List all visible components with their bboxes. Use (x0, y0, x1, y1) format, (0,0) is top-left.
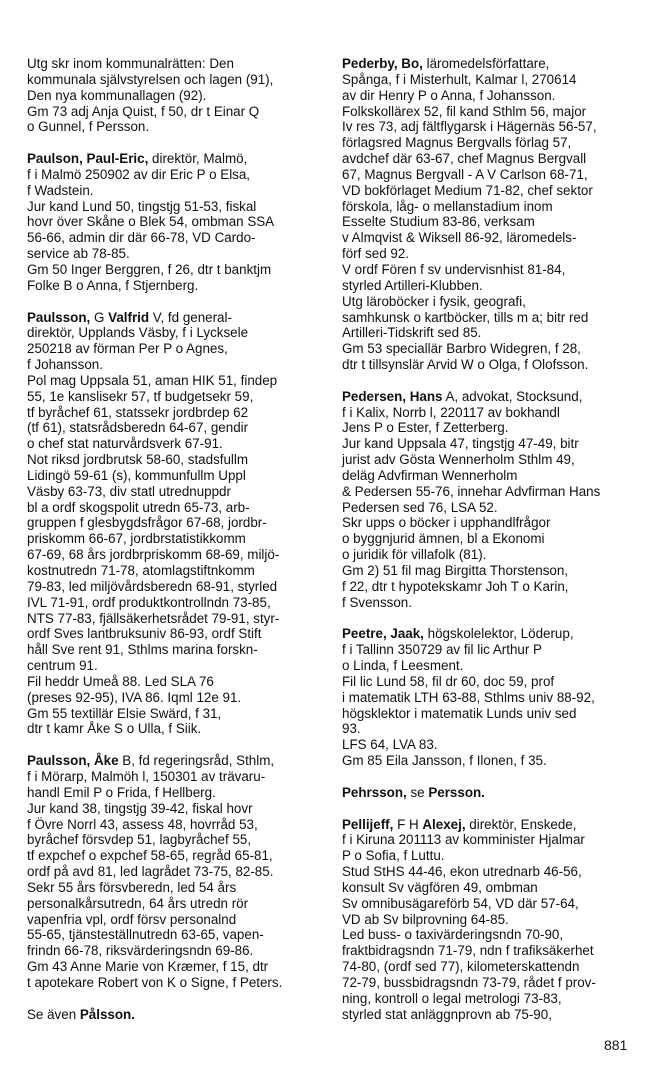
text-line (27, 579, 323, 595)
text-line (27, 912, 323, 928)
biography-entry (342, 785, 652, 801)
biography-entry (27, 56, 323, 135)
text-segment: (tf 61), statsrådsberedn 64-67, gendir (27, 420, 249, 436)
text-line (342, 515, 652, 531)
text-segment: service ab 78-85. (27, 246, 130, 262)
text-segment: Lidingö 59-61 (s), kommunfullm Uppl (27, 467, 246, 483)
text-segment: Gm 53 speciallär Barbro Widegren, f 28, (342, 341, 581, 357)
text-line (27, 563, 323, 579)
text-segment: byråchef försvdep 51, lagbyråchef 55, (27, 832, 252, 848)
right-column (342, 56, 652, 1038)
text-line (27, 325, 323, 341)
text-line (27, 56, 323, 72)
text-segment: vapenfria vpl, ordf försv personalnd (27, 911, 237, 927)
text-segment: o Gunnel, f Persson. (27, 119, 150, 135)
text-line (342, 832, 652, 848)
text-line (27, 468, 323, 484)
text-line (27, 199, 323, 215)
text-line (27, 72, 323, 88)
text-line (27, 896, 323, 912)
text-line (342, 706, 652, 722)
text-segment: Iv res 73, adj fältflygarsk i Hägernäs 56-57, (342, 119, 597, 135)
text-segment: VD bokförlaget Medium 71-82, chef sektor (342, 182, 593, 198)
text-line (342, 595, 652, 611)
text-line (342, 341, 652, 357)
text-segment: personalkårsutredn, 64 års utredn rör (27, 895, 249, 911)
text-line (342, 246, 652, 262)
text-line (342, 848, 652, 864)
text-line (27, 801, 323, 817)
text-line (342, 278, 652, 294)
text-segment: B, fd regeringsråd, Sthlm, (118, 753, 275, 769)
text-line (342, 230, 652, 246)
text-segment: högsklektor i matematik Lunds univ sed (342, 705, 577, 721)
text-segment: Gm 2) 51 fil mag Birgitta Thorstenson, (342, 563, 568, 578)
text-segment: VD ab Sv bilprovning 64-85. (342, 911, 509, 927)
text-line (27, 864, 323, 880)
text-line (342, 1007, 652, 1023)
text-segment: Sv omnibusägareförb 54, VD där 57-64, (342, 895, 579, 911)
text-line (342, 119, 652, 135)
text-segment: 72-79, bussbidragsndn 73-79, rådet f prov- (342, 974, 596, 990)
biography-entry (342, 389, 652, 611)
text-segment: dtr t kamr Åke S o Ulla, f Siik. (27, 721, 202, 737)
text-line (27, 706, 323, 722)
text-line (27, 690, 323, 706)
text-line (27, 832, 323, 848)
biography-entry (27, 310, 323, 738)
text-segment: Gm 50 Inger Berggren, f 26, dtr t banktjm (27, 261, 272, 277)
text-segment: f Johansson. (27, 357, 103, 373)
text-segment: & Pedersen 55-76, innehar Advfirman Hans (342, 483, 601, 499)
entry-name: Pålsson. (79, 1006, 135, 1022)
text-segment: f Svensson. (342, 594, 412, 610)
text-line (27, 785, 323, 801)
text-line (27, 389, 323, 405)
text-segment: konsult Sv vägfören 49, ombman (342, 879, 538, 895)
text-segment: högskolelektor, Löderup, (423, 626, 574, 642)
text-segment: f Wadstein. (27, 182, 94, 198)
text-line (342, 880, 652, 896)
text-line (27, 611, 323, 627)
text-segment: Pol mag Uppsala 51, aman HIK 51, findep (27, 372, 278, 388)
text-line (27, 104, 323, 120)
text-line (342, 817, 652, 833)
text-line (342, 991, 652, 1007)
text-segment: NTS 77-83, fjällsäkerhetsrådet 79-91, styr- (27, 610, 280, 626)
text-segment: 55-65, tjänsteställnutredn 63-65, vapen- (27, 927, 264, 943)
text-line (27, 246, 323, 262)
text-segment: 56-66, admin dir där 66-78, VD Cardo- (27, 230, 256, 246)
text-segment: direktör, Enskede, (465, 816, 577, 832)
text-segment: Skr upps o böcker i upphandlfrågor (342, 515, 551, 531)
text-line (342, 912, 652, 928)
text-line (27, 278, 323, 294)
text-line (342, 135, 652, 151)
text-segment: Pedersen sed 76, LSA 52. (342, 499, 498, 515)
page-number: 881 (604, 1037, 628, 1053)
text-line (27, 452, 323, 468)
text-segment: centrum 91. (27, 658, 98, 674)
text-line (342, 199, 652, 215)
entry-name: Peetre, Jaak, (342, 626, 424, 642)
text-segment: deläg Advfirman Wennerholm (342, 467, 518, 483)
text-segment: Gm 85 Eila Jansson, f Ilonen, f 35. (342, 753, 547, 769)
text-segment: Utg läroböcker i fysik, geografi, (342, 293, 526, 309)
entry-name: Pederby, Bo, (342, 56, 423, 71)
biography-entry (27, 1007, 323, 1023)
text-segment: o byggnjurid ämnen, bl a Ekonomi (342, 531, 545, 547)
text-segment: f i Tallinn 350729 av fil lic Arthur P (342, 642, 542, 658)
text-line (342, 690, 652, 706)
text-line (342, 310, 652, 326)
text-segment: Sekr 55 års försvberedn, led 54 års (27, 879, 237, 895)
text-segment: V ordf Fören f sv undervisnhist 81-84, (342, 261, 566, 277)
entry-name: Pedersen, Hans (342, 388, 443, 404)
text-segment: avdchef där 63-67, chef Magnus Bergvall (342, 151, 587, 167)
text-segment: Se även (27, 1006, 80, 1022)
text-line (342, 721, 652, 737)
text-line (27, 119, 323, 135)
entry-name: Paulsson, Åke (27, 753, 119, 769)
text-line (27, 341, 323, 357)
text-line (342, 547, 652, 563)
text-line (27, 626, 323, 642)
text-line (27, 658, 323, 674)
text-segment: (preses 92-95), IVA 86. Iqml 12e 91. (27, 689, 242, 705)
text-segment: Jur kand Uppsala 47, tingstjg 47-49, bitr (342, 436, 579, 452)
text-line (27, 357, 323, 373)
text-segment: kostnutredn 71-78, atomlagstiftnkomm (27, 563, 255, 578)
text-segment: F H (393, 816, 423, 832)
text-segment: Spånga, f i Misterhult, Kalmar l, 270614 (342, 71, 577, 87)
text-line (342, 753, 652, 769)
text-line (342, 294, 652, 310)
text-segment: Folke B o Anna, f Stjernberg. (27, 277, 199, 293)
text-segment: P o Sofia, f Luttu. (342, 848, 445, 864)
text-segment: se (406, 784, 429, 800)
text-segment: o juridik för villafolk (81). (342, 547, 487, 563)
text-segment: Gm 55 textillär Elsie Swärd, f 31, (27, 705, 222, 721)
text-segment: frindn 66-78, riksvärderingsndn 69-86. (27, 943, 254, 959)
text-segment: Den nya kommunallagen (92). (27, 87, 207, 103)
text-line (342, 626, 652, 642)
text-segment: dtr t tillsynslär Arvid W o Olga, f Olofsson. (342, 357, 589, 373)
text-segment: Väsby 63-73, div statl utrednuppdr (27, 483, 231, 499)
text-segment: Gm 73 adj Anja Quist, f 50, dr t Einar Q (27, 103, 260, 119)
text-segment: A, advokat, Stocksund, (442, 388, 583, 404)
text-line (342, 452, 652, 468)
entry-name: Persson. (428, 784, 485, 800)
text-line (342, 104, 652, 120)
entry-name: Paulsson, (27, 309, 91, 325)
text-segment: ordf på avd 81, led lagrådet 73-75, 82-85. (27, 864, 274, 880)
text-segment: direktör, Malmö, (148, 151, 248, 167)
text-line (342, 785, 652, 801)
text-line (27, 674, 323, 690)
text-line (27, 515, 323, 531)
text-segment: förlagsred Magnus Bergvalls förlag 57, (342, 135, 572, 151)
text-segment: styrled stat anläggnprovn ab 75-90, (342, 1006, 552, 1022)
text-segment: i matematik LTH 63-88, Sthlms univ 88-92, (342, 689, 595, 705)
text-line (27, 817, 323, 833)
entry-name: Pellijeff, (342, 816, 394, 832)
text-line (27, 405, 323, 421)
text-segment: direktör, Upplands Väsby, f i Lycksele (27, 325, 249, 341)
text-line (27, 373, 323, 389)
text-segment: 67-69, 68 års jordbrpriskomm 68-69, miljö- (27, 547, 280, 563)
text-line (27, 848, 323, 864)
text-line (342, 88, 652, 104)
text-segment: kommunala självstyrelsen och lagen (91), (27, 71, 274, 87)
text-line (27, 88, 323, 104)
biography-entry (27, 753, 323, 991)
text-segment: f 22, dtr t hypotekskamr Joh T o Karin, (342, 578, 569, 594)
text-line (27, 642, 323, 658)
text-segment: f i Mörarp, Malmöh l, 150301 av trävaru- (27, 768, 266, 784)
text-line (342, 737, 652, 753)
text-line (27, 943, 323, 959)
text-line (27, 230, 323, 246)
text-line (342, 420, 652, 436)
text-segment: 55, 1e kanslisekr 57, tf budgetsekr 59, (27, 388, 254, 404)
biography-entry (342, 817, 652, 1023)
text-segment: v Almqvist & Wiksell 86-92, läromedels- (342, 230, 577, 246)
text-line (27, 151, 323, 167)
text-segment: gruppen f glesbygdsfrågor 67-68, jordbr- (27, 515, 267, 531)
text-segment: Not riksd jordbrutsk 58-60, stadsfullm (27, 452, 249, 468)
biography-entry (342, 626, 652, 769)
text-line (342, 896, 652, 912)
text-segment: förskola, låg- o mellanstadium inom (342, 198, 553, 214)
text-line (27, 214, 323, 230)
text-segment: 79-83, led miljövårdsberedn 68-91, styrled (27, 578, 278, 594)
text-line (342, 468, 652, 484)
text-segment: Utg skr inom kommunalrätten: Den (27, 56, 234, 71)
text-line (342, 642, 652, 658)
text-segment: styrled Artilleri-Klubben. (342, 277, 483, 293)
text-line (342, 389, 652, 405)
text-segment: samhkunsk o kartböcker, tills m a; bitr red (342, 309, 589, 325)
text-segment: Folkskollärex 52, fil kand Sthlm 56, major (342, 103, 587, 119)
text-segment: hovr över Skåne o Blek 54, ombman SSA (27, 214, 275, 230)
text-line (27, 500, 323, 516)
text-line (27, 721, 323, 737)
text-line (342, 864, 652, 880)
text-segment: G (90, 309, 109, 325)
text-line (342, 563, 652, 579)
text-segment: ning, kontroll o legal metrologi 73-83, (342, 990, 562, 1006)
text-segment: Fil heddr Umeå 88. Led SLA 76 (27, 673, 214, 689)
text-segment: tf expchef o expchef 58-65, regråd 65-81, (27, 848, 273, 864)
text-line (342, 579, 652, 595)
text-segment: fraktbidragsndn 71-79, ndn f trafiksäkerhet (342, 943, 594, 959)
text-line (27, 167, 323, 183)
text-segment: priskomm 66-67, jordbrstatistikkomm (27, 531, 246, 547)
text-line (27, 1007, 323, 1023)
text-line (27, 595, 323, 611)
text-line (27, 310, 323, 326)
text-line (342, 405, 652, 421)
text-line (342, 484, 652, 500)
text-segment: Jens P o Ester, f Zetterberg. (342, 420, 509, 436)
text-line (27, 436, 323, 452)
text-line (27, 531, 323, 547)
text-segment: t apotekare Robert von K o Signe, f Peters. (27, 974, 283, 990)
text-segment: f i Kiruna 201113 av komminister Hjalmar (342, 832, 585, 848)
text-segment: 74-80, (ordf sed 77), kilometerskattendn (342, 959, 580, 975)
text-line (27, 183, 323, 199)
text-line (342, 927, 652, 943)
text-segment: tf byråchef 61, statssekr jordbrdep 62 (27, 404, 249, 420)
text-line (342, 167, 652, 183)
text-segment: 67, Magnus Bergvall - A V Carlson 68-71, (342, 166, 588, 182)
text-line (342, 674, 652, 690)
text-line (342, 500, 652, 516)
text-line (27, 975, 323, 991)
text-segment: läromedelsförfattare, (422, 56, 550, 71)
text-line (342, 151, 652, 167)
text-segment: Led buss- o taxivärderingsndn 70-90, (342, 927, 564, 943)
text-segment: f i Malmö 250902 av dir Eric P o Elsa, (27, 166, 251, 182)
text-segment: Fil lic Lund 58, fil dr 60, doc 59, prof (342, 673, 555, 689)
text-line (27, 769, 323, 785)
text-line (342, 183, 652, 199)
text-segment: Gm 43 Anne Marie von Kræmer, f 15, dtr (27, 959, 269, 975)
text-segment: Artilleri-Tidskrift sed 85. (342, 325, 482, 341)
text-line (342, 214, 652, 230)
text-line (342, 658, 652, 674)
text-segment: Jur kand 38, tingstjg 39-42, fiskal hovr (27, 800, 253, 816)
text-line (342, 262, 652, 278)
entry-name: Alexej, (422, 816, 466, 832)
text-line (342, 531, 652, 547)
text-line (342, 436, 652, 452)
entry-name: Paulson, Paul-Eric, (27, 151, 149, 167)
text-segment: ordf Sves lantbruksuniv 86-93, ordf Stift (27, 626, 262, 642)
text-segment: f Övre Norrl 43, assess 48, hovrråd 53, (27, 816, 258, 832)
text-line (27, 262, 323, 278)
text-segment: Jur kand Lund 50, tingstjg 51-53, fiskal (27, 198, 257, 214)
text-line (342, 943, 652, 959)
text-segment: Stud StHS 44-46, ekon utrednarb 46-56, (342, 864, 582, 880)
text-line (342, 72, 652, 88)
biography-entry (342, 56, 652, 373)
text-line (342, 357, 652, 373)
text-line (27, 420, 323, 436)
text-segment: f i Kalix, Norrb l, 220117 av bokhandl (342, 404, 560, 420)
text-line (342, 56, 652, 72)
text-line (27, 753, 323, 769)
text-segment: LFS 64, LVA 83. (342, 737, 438, 753)
text-line (27, 927, 323, 943)
text-segment: handl Emil P o Frida, f Hellberg. (27, 784, 216, 800)
text-segment: bl a ordf skogspolit utredn 65-73, arb- (27, 499, 250, 515)
text-segment: jurist adv Gösta Wennerholm Sthlm 49, (342, 452, 575, 468)
left-column (27, 56, 323, 1038)
text-line (27, 547, 323, 563)
text-line (342, 975, 652, 991)
text-line (27, 880, 323, 896)
text-segment: förf sed 92. (342, 246, 409, 262)
text-segment: V, fd general- (149, 309, 232, 325)
text-segment: håll Sve rent 91, Sthlms marina forskn- (27, 642, 258, 658)
text-segment: av dir Henry P o Anna, f Johansson. (342, 87, 556, 103)
entry-name: Valfrid (108, 309, 150, 325)
entry-name: Pehrsson, (342, 784, 407, 800)
text-line (342, 959, 652, 975)
text-segment: o chef stat naturvårdsverk 67-91. (27, 436, 223, 452)
text-segment: Esselte Studium 83-86, verksam (342, 214, 535, 230)
text-line (342, 325, 652, 341)
text-segment: 93. (342, 721, 361, 737)
text-segment: IVL 71-91, ordf produktkontrollndn 73-85, (27, 594, 271, 610)
text-line (27, 959, 323, 975)
text-segment: 250218 av förman Per P o Agnes, (27, 341, 228, 357)
text-segment: o Linda, f Leesment. (342, 658, 464, 674)
biography-entry (27, 151, 323, 294)
text-line (27, 484, 323, 500)
